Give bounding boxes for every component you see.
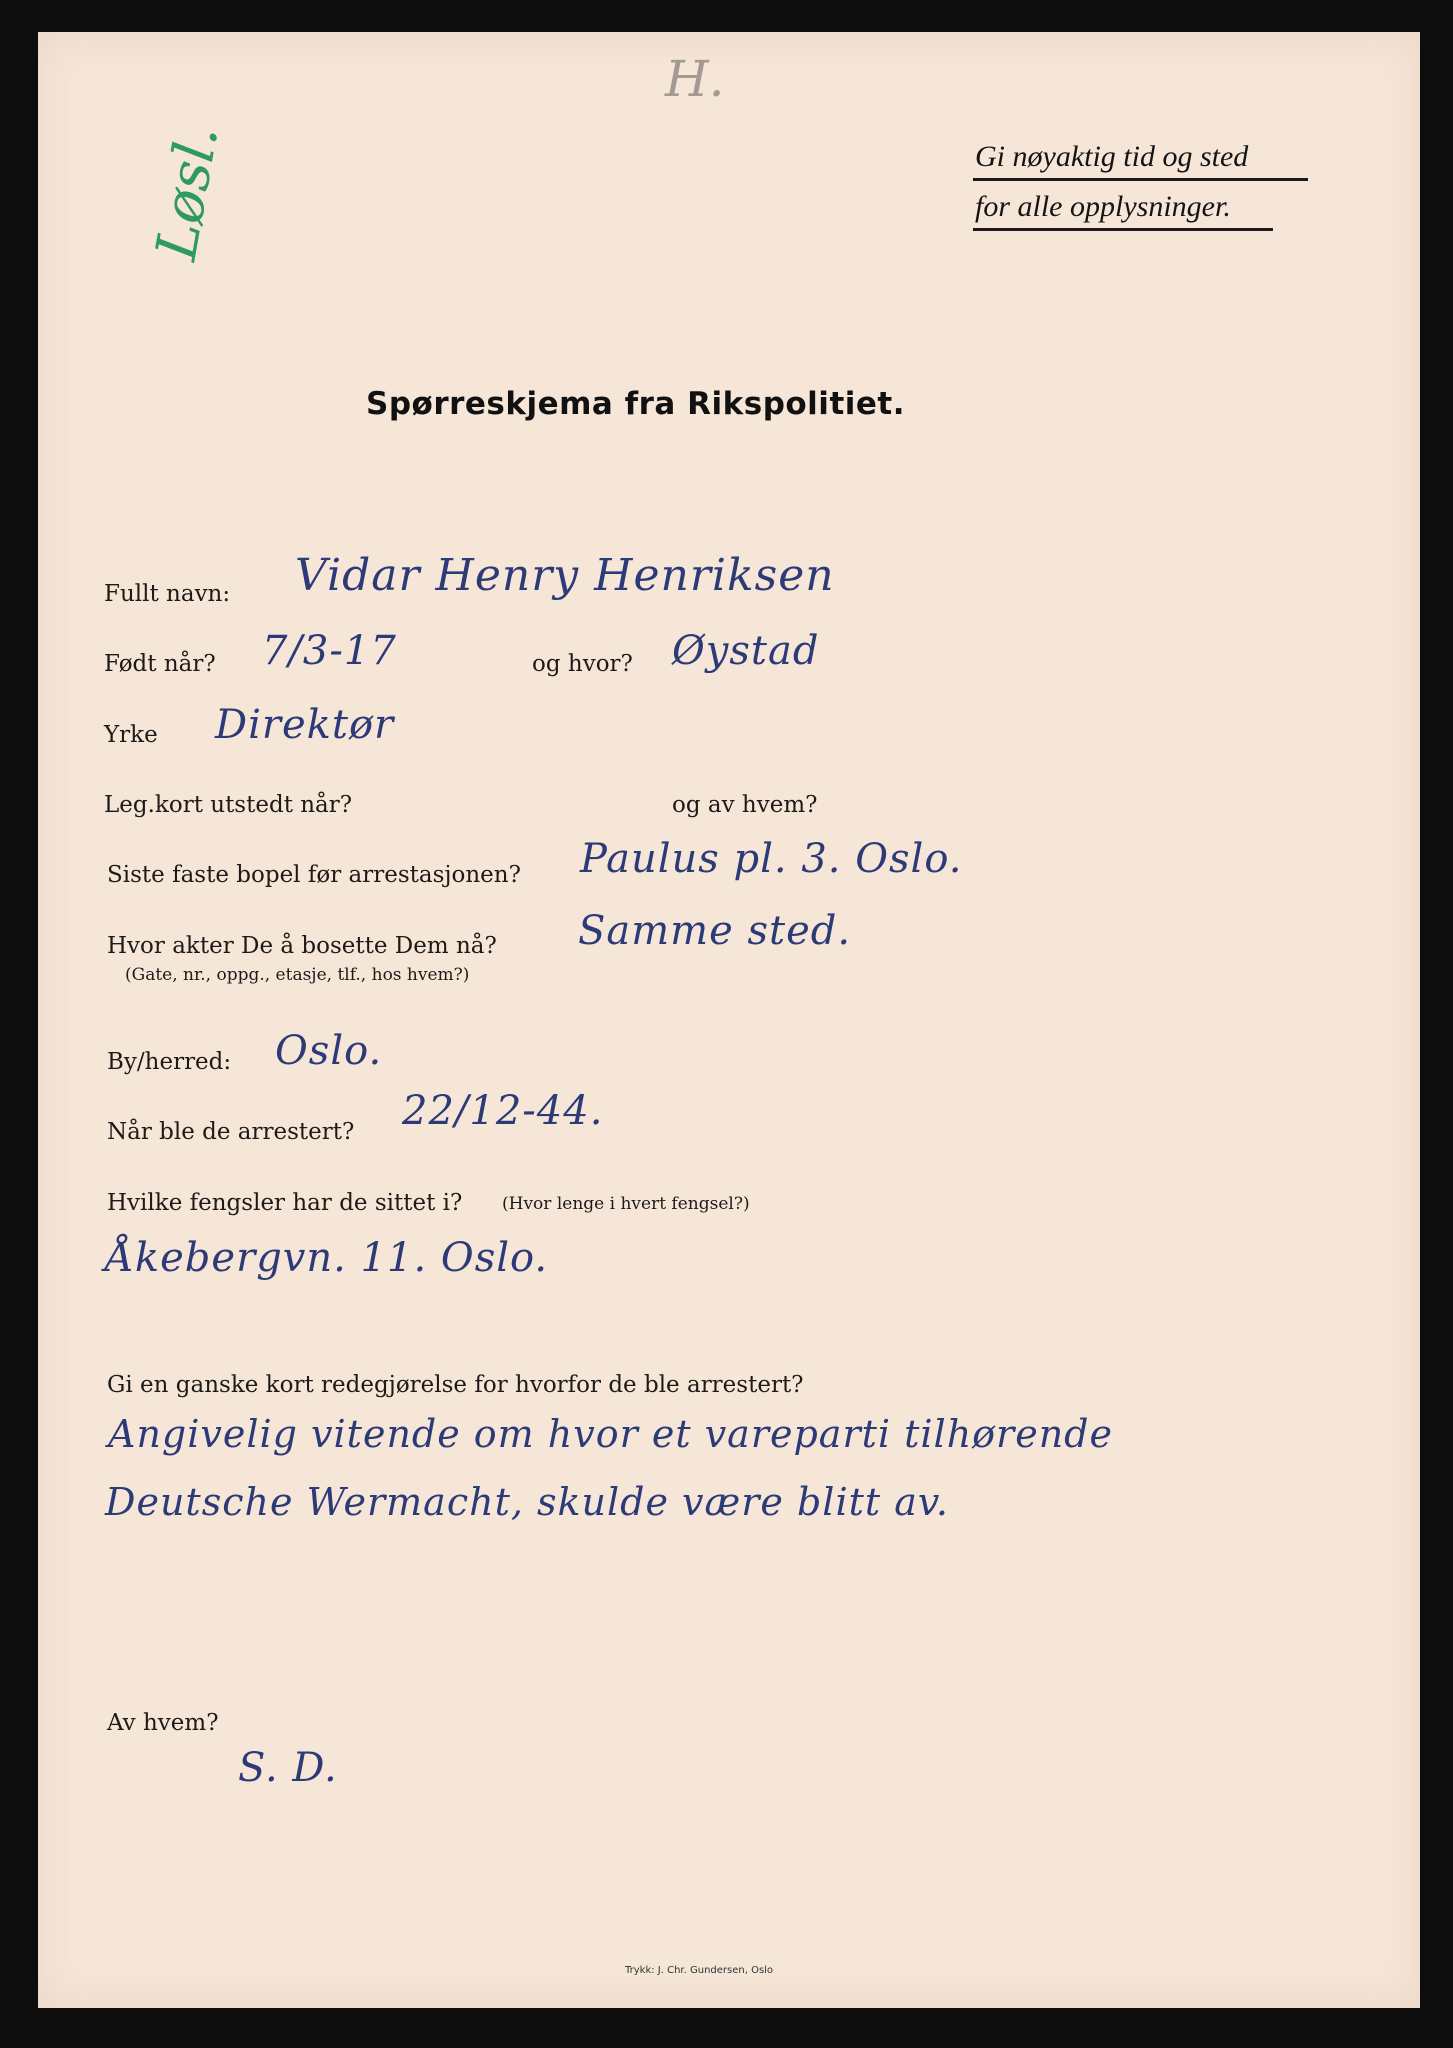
settle-label: Hvor akter De å bosette Dem nå? (107, 933, 497, 959)
byhwom-value: S. D. (238, 1745, 338, 1791)
prisons-hint: (Hvor lenge i hvert fengsel?) (502, 1194, 750, 1214)
reason-label: Gi en ganske kort redegjørelse for hvorfor de ble arrestert? (107, 1372, 804, 1398)
pencil-mark: H. (665, 50, 725, 108)
page-title: Spørreskjema fra Rikspolitiet. (366, 386, 906, 422)
city-value: Oslo. (275, 1028, 383, 1074)
prisons-value: Åkebergvn. 11. Oslo. (105, 1235, 549, 1281)
arrested-label: Når ble de arrestert? (107, 1119, 355, 1145)
legkort-by-label: og av hvem? (672, 792, 818, 818)
reason-line-2: Deutsche Wermacht, skulde være blitt av. (105, 1480, 949, 1524)
born-value: 7/3-17 (262, 628, 397, 674)
arrested-value: 22/12-44. (402, 1088, 604, 1134)
born-where-value: Øystad (672, 628, 820, 674)
byhwom-label: Av hvem? (107, 1710, 219, 1736)
address-value: Paulus pl. 3. Oslo. (580, 836, 963, 882)
address-label: Siste faste bopel før arrestasjonen? (107, 862, 521, 888)
printer-credit: Trykk: J. Chr. Gundersen, Oslo (625, 1965, 774, 1976)
instruction-note-line1: Gi nøyaktig tid og sted (975, 140, 1249, 173)
settle-value: Samme sted. (578, 908, 852, 954)
born-label: Født når? (104, 651, 216, 677)
green-handwritten-mark: Løsl. (143, 120, 232, 265)
note-underline-2 (973, 228, 1273, 231)
job-value: Direktør (215, 702, 395, 748)
reason-line-1: Angivelig vitende om hvor et vareparti tilhørende (108, 1412, 1113, 1456)
note-underline-1 (973, 178, 1308, 181)
name-label: Fullt navn: (104, 581, 231, 607)
prisons-label: Hvilke fengsler har de sittet i? (107, 1190, 463, 1216)
city-label: By/herred: (107, 1049, 232, 1075)
born-where-label: og hvor? (532, 651, 633, 677)
instruction-note-line2: for alle opplysninger. (975, 190, 1231, 223)
settle-hint: (Gate, nr., oppg., etasje, tlf., hos hvem?) (125, 965, 470, 985)
name-value: Vidar Henry Henriksen (295, 550, 835, 601)
job-label: Yrke (104, 722, 158, 748)
legkort-label: Leg.kort utstedt når? (104, 792, 353, 818)
form-paper (38, 32, 1420, 2008)
